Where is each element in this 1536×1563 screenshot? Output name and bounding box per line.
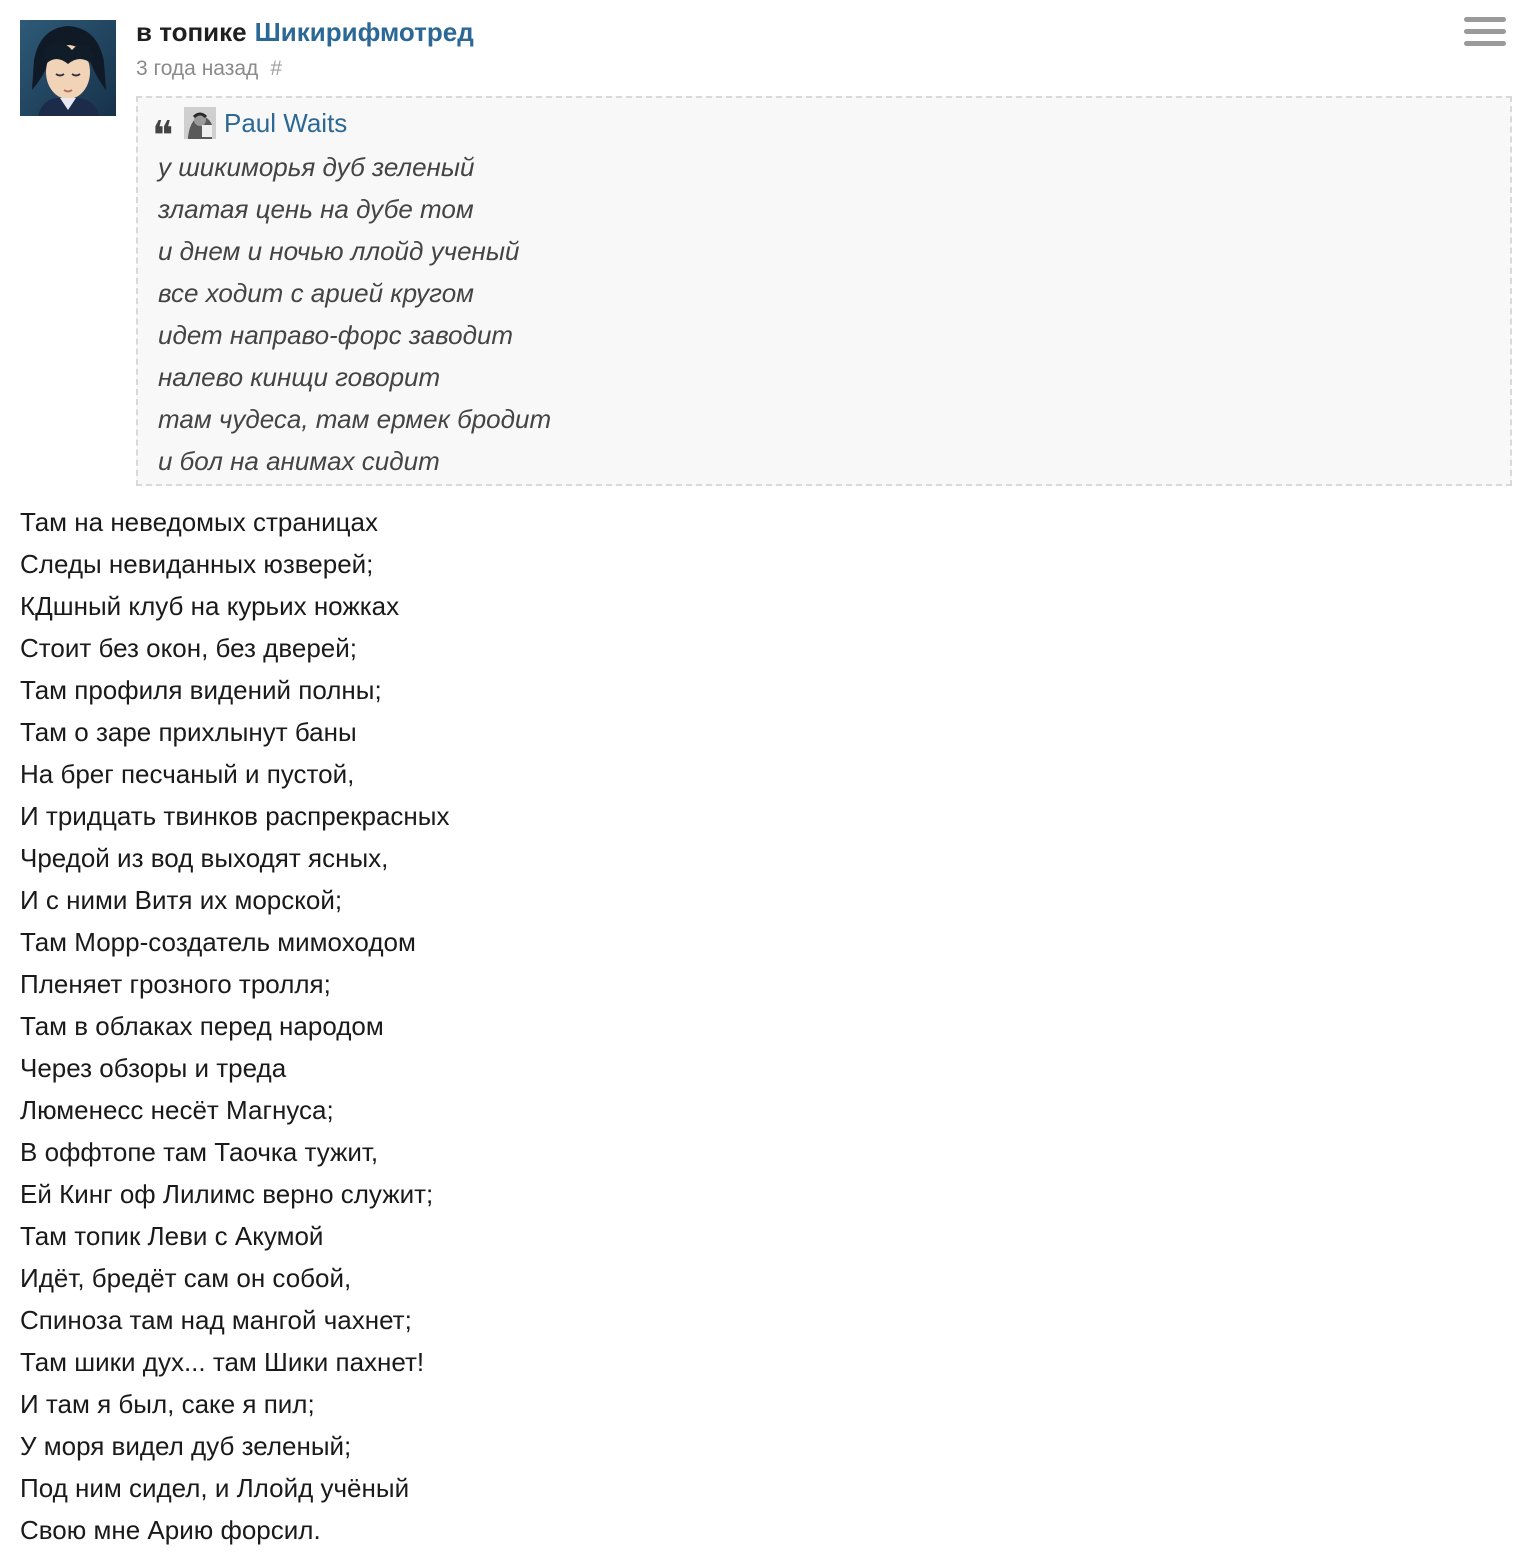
body-line: Там профиля видений полны; <box>20 675 382 705</box>
quote-lines <box>158 146 1510 482</box>
quote-block <box>136 96 1512 486</box>
body-line: И с ними Витя их морской; <box>20 885 343 915</box>
body-line: Там на неведомых страницах <box>20 507 379 537</box>
quote-line: все ходит с арией кругом <box>158 278 474 308</box>
quote-line: и бол на анимах сидит <box>158 446 440 476</box>
body-line: Там о заре прихлынут баны <box>20 717 357 747</box>
quote-line: златая цень на дубе том <box>158 194 474 224</box>
quote-author-link[interactable]: Paul Waits <box>224 107 348 138</box>
topic-link[interactable]: Шикирифмотред <box>254 17 474 47</box>
quote-line: идет направо-форс заводит <box>158 320 514 350</box>
comment-meta <box>136 17 1516 82</box>
body-line: И там я был, саке я пил; <box>20 1389 315 1419</box>
quote-author-row <box>152 104 1510 159</box>
quote-author-avatar[interactable] <box>184 107 216 139</box>
body-line: Там шики дух... там Шики пахнет! <box>20 1347 425 1377</box>
time-line <box>136 56 1516 82</box>
permalink-hash[interactable]: # <box>270 57 282 80</box>
body-line: И тридцать твинков распрекрасных <box>20 801 450 831</box>
body-line: Под ним сидел, и Ллойд учёный <box>20 1473 410 1503</box>
body-line: Следы невиданных юзверей; <box>20 549 374 579</box>
quote-mark-icon: ❝ <box>152 113 174 159</box>
topic-line <box>136 17 1516 47</box>
comment-time: 3 года назад <box>136 57 259 80</box>
body-line: Там топик Леви с Акумой <box>20 1221 324 1251</box>
quote-line: налево кинщи говорит <box>158 362 441 392</box>
body-line: Там Морр-создатель мимоходом <box>20 927 416 957</box>
body-line: КДшный клуб на курьих ножках <box>20 591 400 621</box>
body-line: Ей Кинг оф Лилимс верно служит; <box>20 1179 434 1209</box>
topic-prefix: в топике <box>136 17 247 47</box>
body-line: Идёт, бредёт сам он собой, <box>20 1263 352 1293</box>
quote-line: и днем и ночью ллойд ученый <box>158 236 520 266</box>
body-line: На брег песчаный и пустой, <box>20 759 355 789</box>
quote-line: у шикиморья дуб зеленый <box>158 152 475 182</box>
body-line: Свою мне Арию форсил. <box>20 1515 321 1545</box>
body-line: Спиноза там над мангой чахнет; <box>20 1305 412 1335</box>
body-line: Люменесс несёт Магнуса; <box>20 1095 334 1125</box>
hamburger-menu-icon <box>1464 29 1506 34</box>
body-line: Чредой из вод выходят ясных, <box>20 843 389 873</box>
menu-button[interactable] <box>1464 17 1506 53</box>
body-line: Там в облаках перед народом <box>20 1011 384 1041</box>
hamburger-menu-icon <box>1464 41 1506 46</box>
body-line: Пленяет грозного тролля; <box>20 969 331 999</box>
body-line: Через обзоры и треда <box>20 1053 287 1083</box>
body-line: У моря видел дуб зеленый; <box>20 1431 352 1461</box>
hamburger-menu-icon <box>1464 17 1506 22</box>
avatar[interactable] <box>20 20 116 116</box>
body-line: В оффтопе там Таочка тужит, <box>20 1137 379 1167</box>
body-line: Стоит без окон, без дверей; <box>20 633 357 663</box>
comment-body <box>20 501 449 1551</box>
quote-line: там чудеса, там ермек бродит <box>158 404 552 434</box>
